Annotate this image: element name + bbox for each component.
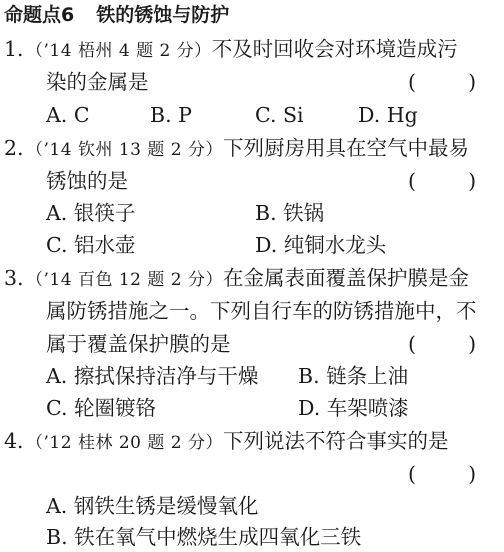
option-1a[interactable]: A. C: [46, 103, 90, 127]
answer-blank-3[interactable]: ( ): [408, 332, 477, 356]
option-3b[interactable]: B. 链条上油: [298, 364, 409, 388]
option-4a[interactable]: A. 钢铁生锈是缓慢氧化: [46, 494, 259, 518]
question-1-line-2: 染的金属是: [46, 70, 149, 94]
question-3-line-3: 属于覆盖保护膜的是: [46, 332, 231, 356]
question-stem: 在金属表面覆盖保护膜是金: [223, 266, 470, 290]
question-2-line-1: [4, 133, 469, 165]
question-number: 3.: [4, 266, 24, 290]
section-topic: 铁的锈蚀与防护: [96, 4, 230, 26]
question-2-line-2: 锈蚀的是: [46, 169, 128, 193]
question-stem: 下列厨房用具在空气中最易: [223, 136, 470, 160]
question-stem: 不及时回收会对环境造成污: [211, 37, 458, 61]
section-heading: [4, 0, 229, 30]
question-source: （’14 百色 12 题 2 分）: [26, 270, 224, 290]
answer-blank-1[interactable]: ( ): [408, 70, 477, 94]
question-number: 2.: [4, 136, 24, 160]
option-1c[interactable]: C. Si: [255, 103, 304, 127]
question-source: （’14 钦州 13 题 2 分）: [26, 140, 224, 160]
option-3a[interactable]: A. 擦拭保持洁净与干燥: [46, 364, 259, 388]
question-source: （’12 桂林 20 题 2 分）: [26, 433, 224, 453]
answer-blank-2[interactable]: ( ): [408, 169, 477, 193]
option-4b[interactable]: B. 铁在氧气中燃烧生成四氧化三铁: [46, 525, 362, 549]
question-number: 1.: [4, 37, 24, 61]
option-2a[interactable]: A. 银筷子: [46, 201, 136, 225]
option-1b[interactable]: B. P: [150, 103, 192, 127]
question-3-line-1: [4, 263, 469, 295]
option-1d[interactable]: D. Hg: [358, 103, 418, 127]
option-2c[interactable]: C. 铝水壶: [46, 233, 136, 257]
question-4-line-1: [4, 426, 449, 458]
option-2b[interactable]: B. 铁锅: [255, 201, 325, 225]
question-3-line-2: 属防锈措施之一。下列自行车的防锈措施中，不: [46, 299, 477, 323]
option-3d[interactable]: D. 车架喷漆: [298, 396, 409, 420]
question-source: （’14 梧州 4 题 2 分）: [26, 41, 212, 61]
answer-blank-4[interactable]: ( ): [408, 462, 477, 486]
option-3c[interactable]: C. 轮圈镀铬: [46, 396, 156, 420]
question-number: 4.: [4, 429, 24, 453]
question-stem: 下列说法不符合事实的是: [223, 429, 449, 453]
question-1-line-1: [4, 34, 458, 66]
option-2d[interactable]: D. 纯铜水龙头: [255, 233, 387, 257]
section-label: 命题点6: [4, 4, 75, 26]
